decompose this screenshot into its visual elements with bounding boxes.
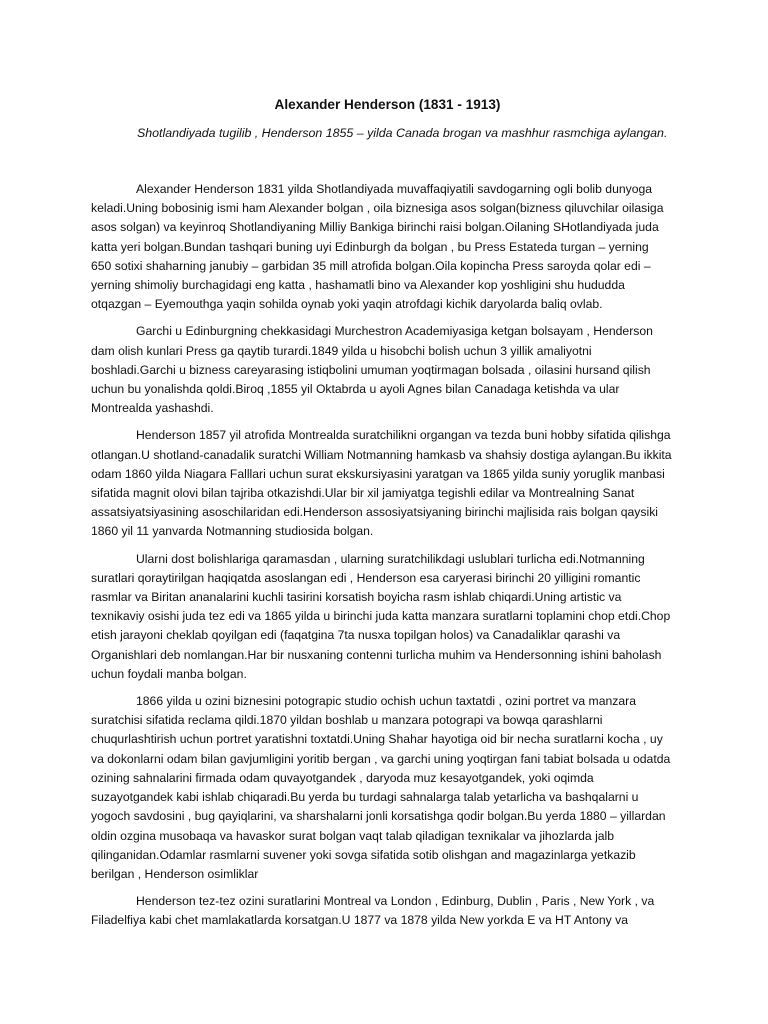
paragraph: Ularni dost bolishlariga qaramasdan , ularning suratchilikdagi uslublari turlicha edi.Notmanning suratlari qoraytirilgan haqiqatda asoslangan edi , Henderson esa caryerasi birinchi 20 yilligini romantic rasmlar va Biritan ananalarini kuchli tasirini korsatish boyicha rasm ishlab chiqardi.Uning artistic va texnikaviy osishi juda tez edi va 1865 yilda u birinchi juda katta manzara suratlarni toplamini chop etdi.Chop etish jarayoni cheklab qoyilgan edi (faqatgina 7ta nusxa topilgan holos) va Canadaliklar qarashi va Organishlari deb nomlangan.Har bir nusxaning contenni turlicha muhim va Hendersonning ishini baholash uchun foydali manba bolgan. [91, 551, 671, 681]
paragraph: Henderson tez-tez ozini suratlarini Montreal va London , Edinburg, Dublin , Paris , New York , va Filadelfiya kabi chet mamlakatlarda korsatgan.U 1877 va 1878 yilda New yorkda E va HT Antony va [91, 894, 655, 928]
paragraph: Henderson 1857 yil atrofida Montrealda suratchilikni organgan va tezda buni hobby sifatida qilishga otlangan.U shotland-canadalik suratchi William Notmanning hamkasb va shahsiy dostiga aylangan.Bu ikkita odam 1860 yilda Niagara Falllari uchun surat ekskursiyasini yaratgan va 1865 yilda suniy yoruglik manbasi sifatida magnit olovi bilan tajriba otkazishdi.Ular bir xil jamiyatga tegishli edilar va Montrealning Sanat assatsiyatsiyasining asoschilaridan edi.Henderson assosiyatsiyaning birinchi majlisida rais bolgan qaysiki 1860 yil 11 yanvarda Notmanning studiosida bolgan. [91, 428, 672, 539]
document-body [91, 180, 672, 931]
paragraph: Garchi u Edinburgning chekkasidagi Murchestron Academiyasiga ketgan bolsayam , Henderson dam olish kunlari Press ga qaytib turardi.1849 yilda u hisobchi bolish uchun 3 yillik amaliyotni boshladi.Garchi u bizness careyarasing istiqbolini umuman yoqtirmagan bolsada , oilasini hursand qilish uchun bu yonalishda qoldi.Biroq ,1855 yil Oktabrda u ayoli Agnes bilan Canadaga ketishda va ular Montrealda yashashdi. [91, 324, 653, 416]
document-subtitle: Shotlandiyada tugilib , Henderson 1855 – yilda Canada brogan va mashhur rasmchiga aylangan. [137, 126, 668, 140]
paragraph: Alexander Henderson 1831 yilda Shotlandiyada muvaffaqiyatili savdogarning ogli bolib dunyoga keladi.Uning bobosinig ismi ham Alexander bolgan , oila biznesiga asos solgan(bizness qiluvchilar oilasiga asos solgan) va keyinroq Shotlandiyaning Milliy Bankiga birinchi raisi bolgan.Oilaning SHotlandiyada juda katta yeri bolgan.Bundan tashqari buning uyi Edinburgh da bolgan , bu Press Estateda turgan – yerning 650 sotixi shaharning janubiy – garbidan 35 mill atrofida bolgan.Oila kopincha Press saroyda qolar edi – yerning shimoliy burchagidagi eng katta , hashamatli bino va Alexander kop yoshligini shu hududda otqazgan – Eyemouthga yaqin sohilda oynab yoki yaqin atrofdagi kichik daryolarda baliq ovlab. [91, 182, 664, 312]
paragraph: 1866 yilda u ozini biznesini potograpic studio ochish uchun taxtatdi , ozini portret va manzara suratchisi sifatida reclama qildi.1870 yildan boshlab u manzara potograpi va bowqa qarashlarni chuqurlashtirish uchun portret yaratishni toxtatdi.Uning Shahar hayotiga oid bir necha suratlarni kocha , uy va dokonlarni odam bilan gavjumligini yoritib bergan , va garchi uning yoqtirgan fani tabiat bolsada u odatda ozining sahnalarini firmada odam quvayotgandek , daryoda muz kesayotgandek, yoki oqimda suzayotgandek kabi ishlab chiqaradi.Bu yerda bu turdagi sahnalarga talab yetarlicha va bashqalarni u yogoch savdosini , bug qayiqlarini, va sharshalarni jonli korsatishga qodir bolgan.Bu yerda 1880 – yillardan oldin ozgina musobaqa va havaskor surat bolgan vaqt talab qiladigan texnikalar va jihozlarda jalb qilinganidan.Odamlar rasmlarni suvener yoki sovga sifatida sotib olishgan and magazinlarga yetkazib berilgan , Henderson osimliklar [91, 694, 671, 881]
document-title: Alexander Henderson (1831 - 1913) [274, 97, 501, 112]
